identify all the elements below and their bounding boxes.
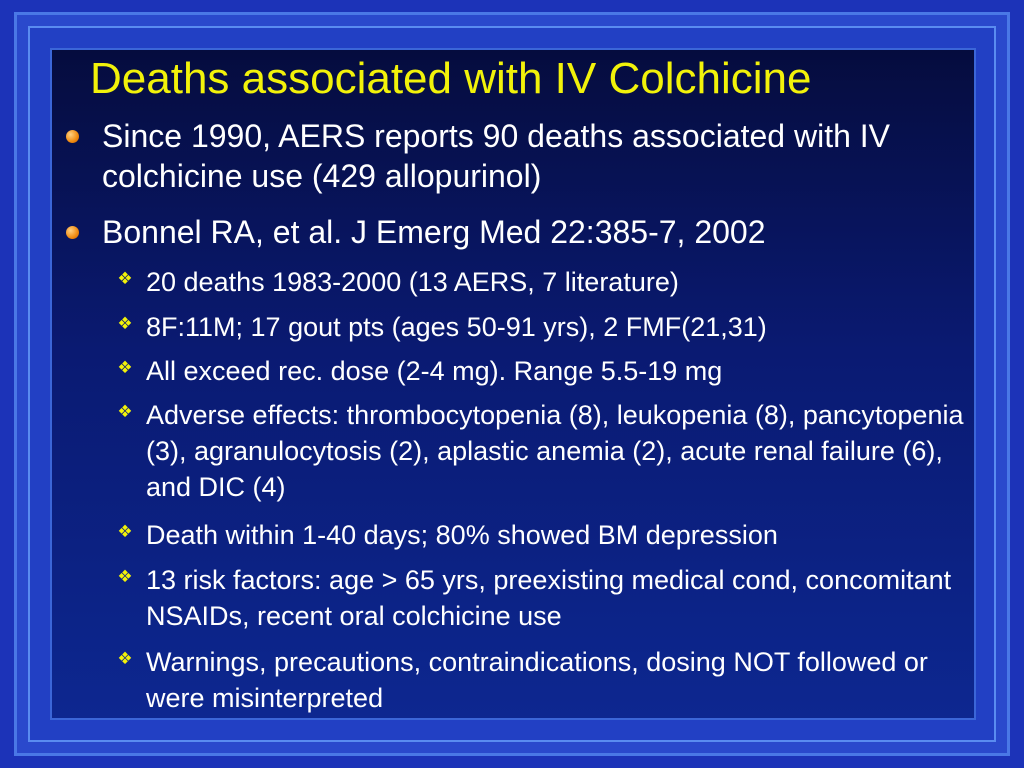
sub-bullet-item — [117, 264, 976, 300]
four-diamond-icon: ❖ — [117, 358, 133, 378]
sub-bullet-text: 20 deaths 1983-2000 (13 AERS, 7 literature) — [146, 267, 679, 297]
bullet-text: Since 1990, AERS reports 90 deaths associated with IV colchicine use (429 allopurinol) — [102, 118, 891, 194]
four-diamond-icon: ❖ — [117, 402, 133, 422]
sub-bullet-text: Warnings, precautions, contraindications, dosing NOT followed or were misinterpreted — [146, 647, 928, 713]
four-diamond-icon: ❖ — [117, 649, 133, 669]
sub-bullet-text: 13 risk factors: age > 65 yrs, preexisting medical cond, concomitant NSAIDs, recent oral colchicine use — [146, 565, 952, 631]
sub-bullet-item — [117, 644, 976, 716]
bullet-text: Bonnel RA, et al. J Emerg Med 22:385-7, 2002 — [102, 214, 766, 250]
orange-dot-icon — [66, 130, 79, 143]
sub-bullet-item — [117, 397, 976, 505]
sub-bullet-item — [117, 353, 976, 389]
bullet-item — [102, 212, 962, 252]
four-diamond-icon: ❖ — [117, 314, 133, 334]
four-diamond-icon: ❖ — [117, 567, 133, 587]
slide-title: Deaths associated with IV Colchicine — [90, 54, 812, 103]
sub-bullet-text: 8F:11M; 17 gout pts (ages 50-91 yrs), 2 FMF(21,31) — [146, 312, 767, 342]
sub-bullet-text: All exceed rec. dose (2-4 mg). Range 5.5-19 mg — [146, 356, 723, 386]
four-diamond-icon: ❖ — [117, 269, 133, 289]
bullet-item — [102, 116, 962, 196]
sub-bullet-item — [117, 309, 976, 345]
four-diamond-icon: ❖ — [117, 522, 133, 542]
sub-bullet-item — [117, 562, 976, 634]
sub-bullet-item — [117, 517, 976, 553]
sub-bullet-text: Adverse effects: thrombocytopenia (8), leukopenia (8), pancytopenia (3), agranulocytosis (2), aplastic anemia (2), acute renal failure (6), and DIC (4) — [146, 400, 964, 502]
sub-bullet-text: Death within 1-40 days; 80% showed BM depression — [146, 520, 778, 550]
orange-dot-icon — [66, 226, 79, 239]
